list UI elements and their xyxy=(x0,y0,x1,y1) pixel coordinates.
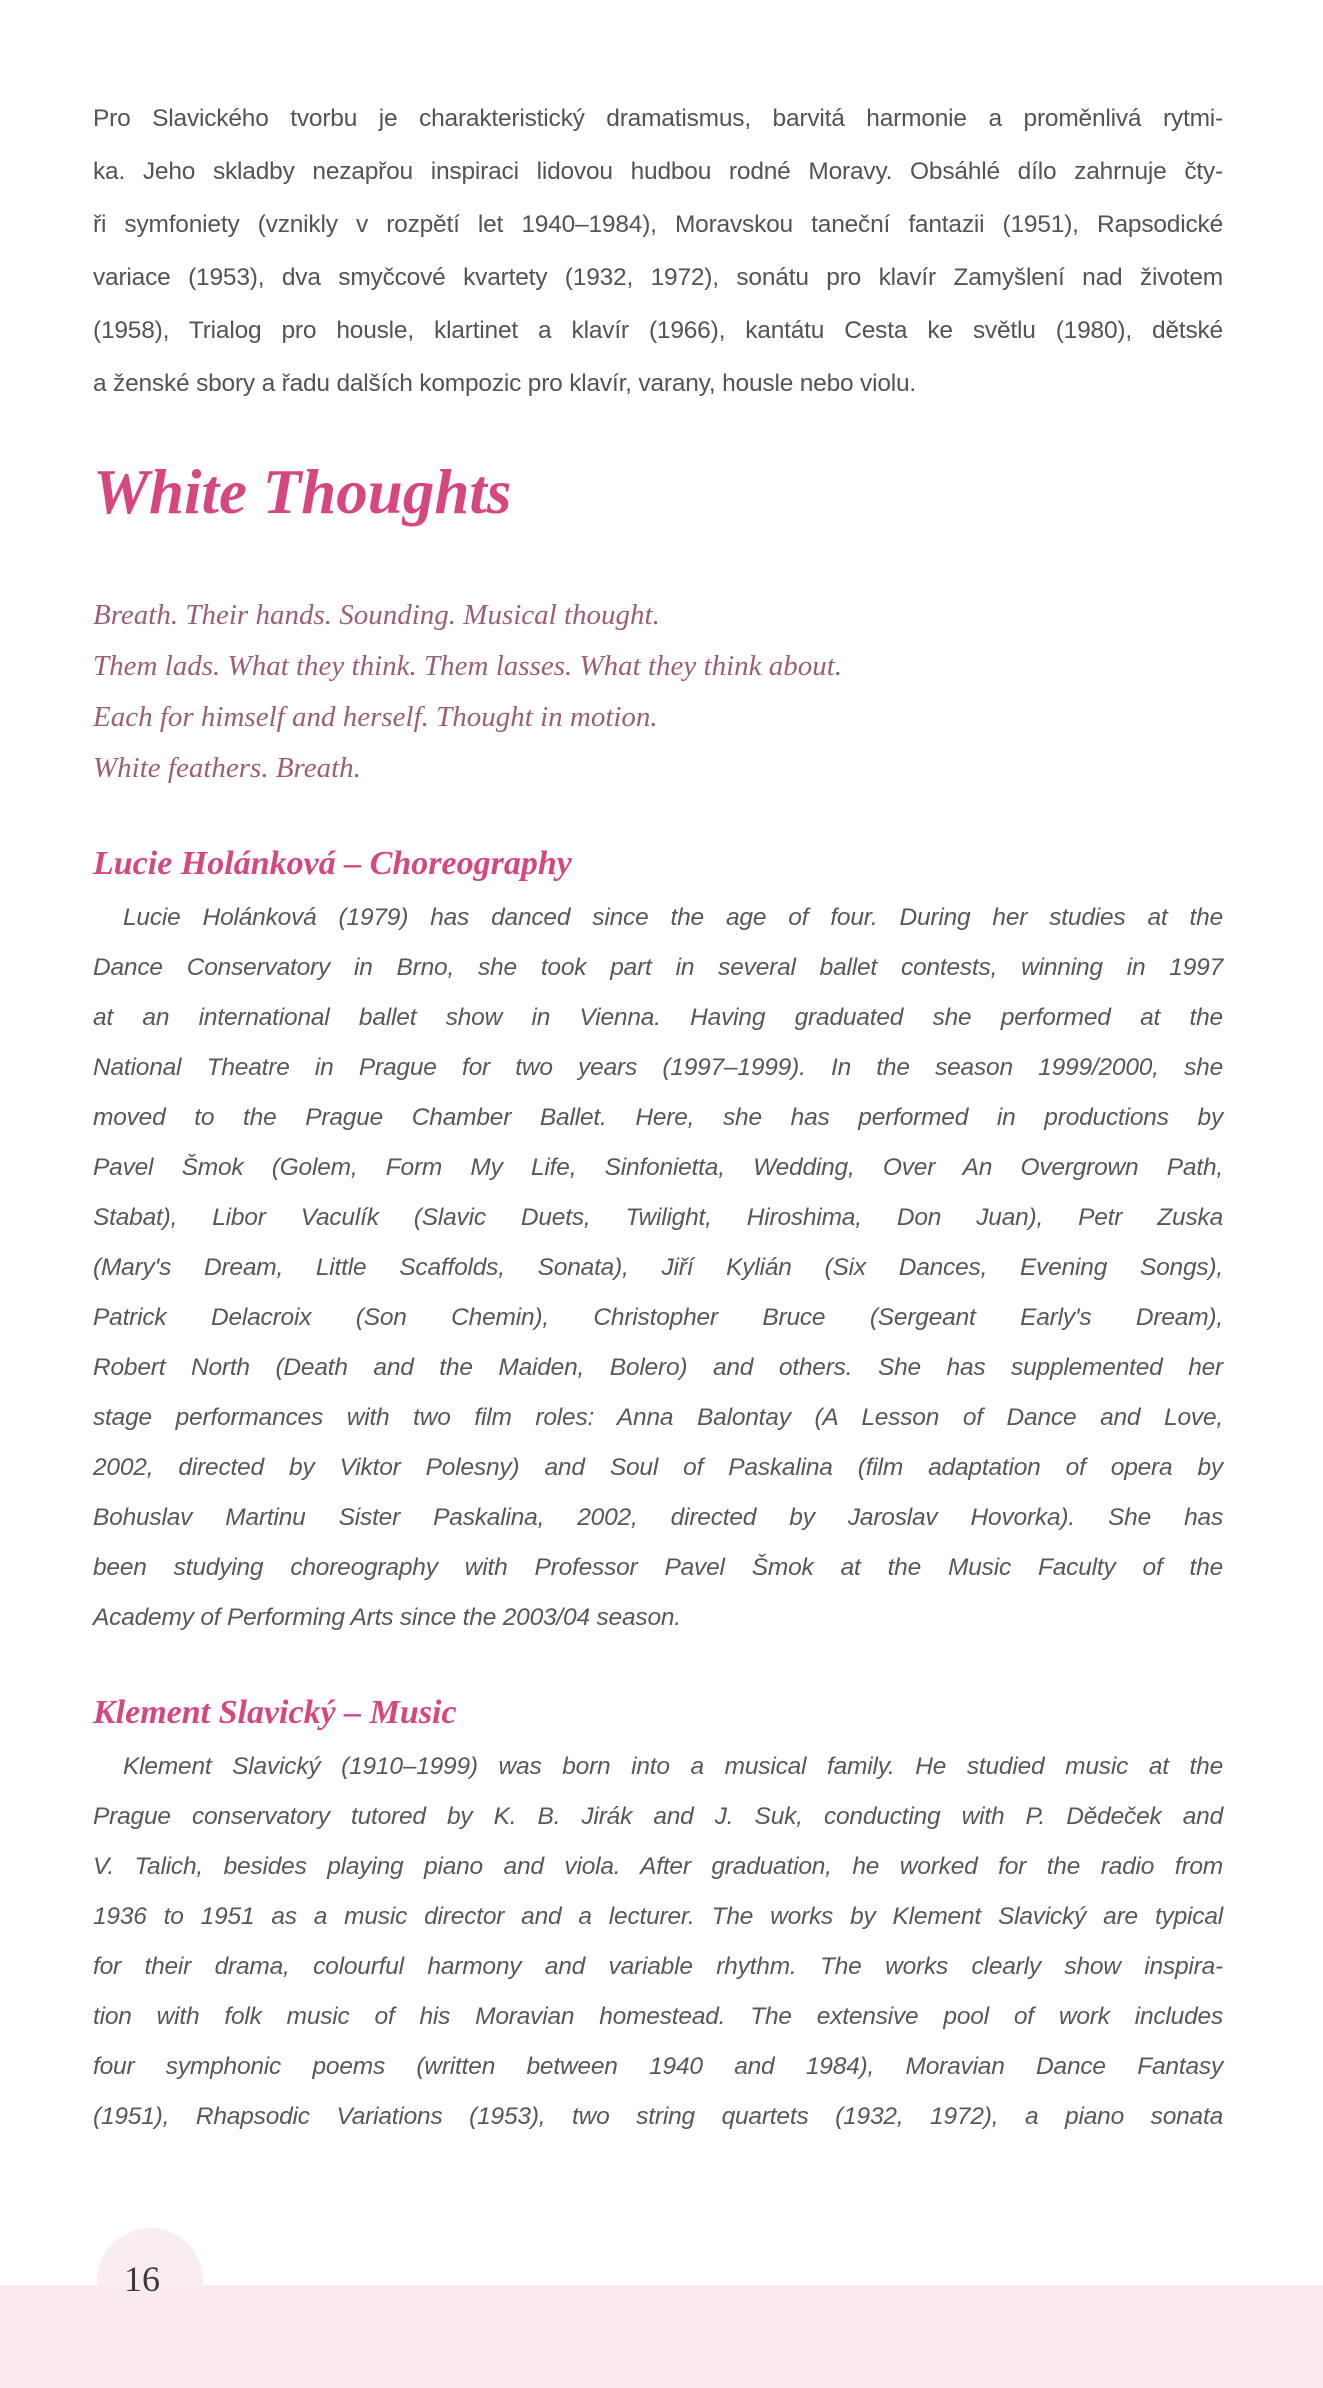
poem-line: Each for himself and herself. Thought in motion. xyxy=(93,701,658,733)
text-line: Dance Conservatory in Brno, she took part in several ballet contests, winning in 1997 xyxy=(93,954,1223,981)
text-line: been studying choreography with Professor Pavel Šmok at the Music Faculty of the xyxy=(93,1554,1223,1581)
text-line: V. Talich, besides playing piano and viola. After graduation, he worked for the radio from xyxy=(93,1853,1223,1880)
text-line: Prague conservatory tutored by K. B. Jirák and J. Suk, conducting with P. Dědeček and xyxy=(93,1803,1223,1830)
text-line: ři symfoniety (vznikly v rozpětí let 1940–1984), Moravskou taneční fantazii (1951), Rapsodické xyxy=(93,211,1223,238)
text-line: for their drama, colourful harmony and variable rhythm. The works clearly show inspira- xyxy=(93,1953,1223,1980)
intro-paragraph-czech xyxy=(93,92,1223,410)
page-title: White Thoughts xyxy=(93,457,512,527)
poem-line: Them lads. What they think. Them lasses. What they think about. xyxy=(93,650,843,682)
text-line: at an international ballet show in Vienna. Having graduated she performed at the xyxy=(93,1004,1223,1031)
text-line: four symphonic poems (written between 1940 and 1984), Moravian Dance Fantasy xyxy=(93,2053,1223,2080)
text-line: Pro Slavického tvorbu je charakteristický dramatismus, barvitá harmonie a proměnlivá rytmi- xyxy=(93,105,1223,132)
text-line: variace (1953), dva smyčcové kvartety (1932, 1972), sonátu pro klavír Zamyšlení nad životem xyxy=(93,264,1223,291)
text-line: stage performances with two film roles: Anna Balontay (A Lesson of Dance and Love, xyxy=(93,1404,1223,1431)
text-line: (Mary's Dream, Little Scaffolds, Sonata), Jiří Kylián (Six Dances, Evening Songs), xyxy=(93,1254,1223,1281)
text-line: Klement Slavický (1910–1999) was born into a musical family. He studied music at the xyxy=(123,1753,1223,1780)
text-line: (1958), Trialog pro housle, klartinet a klavír (1966), kantátu Cesta ke světlu (1980), dětské xyxy=(93,317,1223,344)
text-line: 1936 to 1951 as a music director and a lecturer. The works by Klement Slavický are typical xyxy=(93,1903,1223,1930)
page-number: 16 xyxy=(124,2259,160,2299)
footer-band xyxy=(0,2285,1323,2388)
choreography-paragraph xyxy=(93,893,1223,1643)
text-line: tion with folk music of his Moravian homestead. The extensive pool of work includes xyxy=(93,2003,1223,2030)
text-line: a ženské sbory a řadu dalších kompozic pro klavír, varany, housle nebo violu. xyxy=(93,370,917,397)
text-line: ka. Jeho skladby nezapřou inspiraci lidovou hudbou rodné Moravy. Obsáhlé dílo zahrnuje čty- xyxy=(93,158,1223,185)
poem xyxy=(93,590,1223,794)
section-heading-choreography: Lucie Holánková – Choreography xyxy=(93,845,572,882)
text-line: moved to the Prague Chamber Ballet. Here, she has performed in productions by xyxy=(93,1104,1223,1131)
poem-line: White feathers. Breath. xyxy=(93,752,361,784)
text-line: Robert North (Death and the Maiden, Bolero) and others. She has supplemented her xyxy=(93,1354,1223,1381)
text-line: Pavel Šmok (Golem, Form My Life, Sinfonietta, Wedding, Over An Overgrown Path, xyxy=(93,1154,1223,1181)
poem-line: Breath. Their hands. Sounding. Musical thought. xyxy=(93,599,660,631)
text-line: National Theatre in Prague for two years (1997–1999). In the season 1999/2000, she xyxy=(93,1054,1223,1081)
text-line: (1951), Rhapsodic Variations (1953), two string quartets (1932, 1972), a piano sonata xyxy=(93,2103,1223,2130)
text-line: Stabat), Libor Vaculík (Slavic Duets, Twilight, Hiroshima, Don Juan), Petr Zuska xyxy=(93,1204,1223,1231)
text-line: Lucie Holánková (1979) has danced since the age of four. During her studies at the xyxy=(123,904,1223,931)
text-line: Patrick Delacroix (Son Chemin), Christopher Bruce (Sergeant Early's Dream), xyxy=(93,1304,1223,1331)
section-heading-music: Klement Slavický – Music xyxy=(93,1694,457,1731)
text-line: Bohuslav Martinu Sister Paskalina, 2002, directed by Jaroslav Hovorka). She has xyxy=(93,1504,1223,1531)
text-line: Academy of Performing Arts since the 2003/04 season. xyxy=(93,1604,681,1631)
music-paragraph xyxy=(93,1742,1223,2142)
text-line: 2002, directed by Viktor Polesny) and Soul of Paskalina (film adaptation of opera by xyxy=(93,1454,1223,1481)
